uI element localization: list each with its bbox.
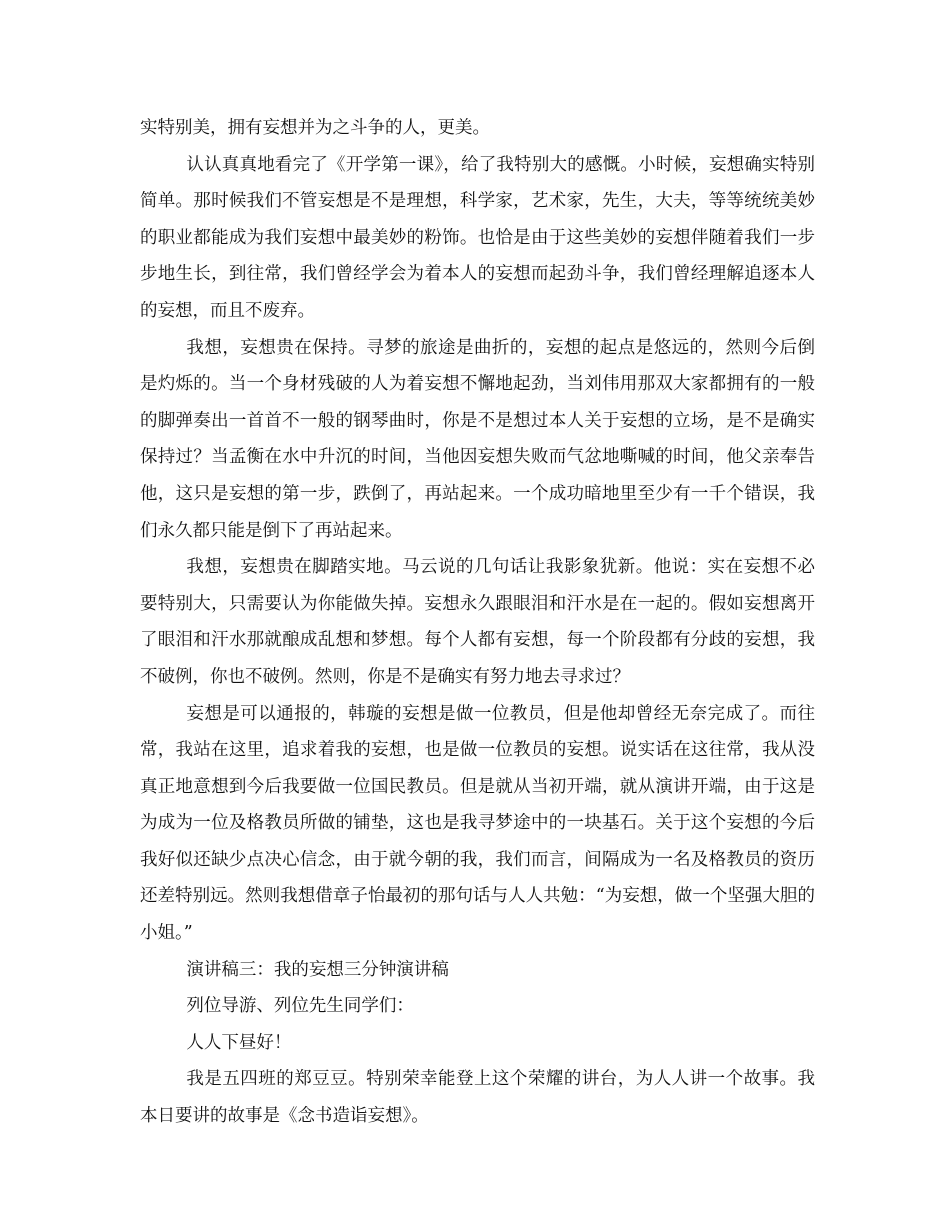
paragraph-3: 我想，妄想贵在保持。寻梦的旅途是曲折的，妄想的起点是悠远的，然则今后倒是灼烁的。当一个身材残破的人为着妄想不懈地起劲，当刘伟用那双大家都拥有的一般的脚弹奏出一首首不一般的钢琴曲时，你是不是想过本人关于妄想的立场，是不是确实保持过？当孟衡在水中升沉的时间，当他因妄想失败而气忿地嘶喊的时间，他父亲奉告他，这只是妄想的第一步，跌倒了，再站起来。一个成功暗地里至少有一千个错误，我们永久都只能是倒下了再站起来。 (140, 337, 815, 541)
section-heading: 演讲稿三：我的妄想三分钟演讲稿 (186, 959, 449, 980)
document-body (140, 110, 815, 1135)
paragraph-9: 我是五四班的郑豆豆。特别荣幸能登上这个荣耀的讲台，为人人讲一个故事。我本日要讲的故事是《念书造诣妄想》。 (140, 1069, 815, 1127)
greeting: 人人下昼好！ (186, 1032, 292, 1053)
paragraph-4: 我想，妄想贵在脚踏实地。马云说的几句话让我影象犹新。他说：实在妄想不必要特别大，只需要认为你能做失掉。妄想永久跟眼泪和汗水是在一起的。假如妄想离开了眼泪和汗水那就酿成乱想和梦想。每个人都有妄想，每一个阶段都有分歧的妄想，我不破例，你也不破例。然则，你是不是确实有努力地去寻求过？ (140, 557, 815, 687)
salutation: 列位导游、列位先生同学们： (186, 996, 414, 1017)
paragraph-2: 认认真真地看完了《开学第一课》，给了我特别大的感慨。小时候，妄想确实特别简单。那时候我们不管妄想是不是理想，科学家，艺术家，先生，大夫，等等统统美妙的职业都能成为我们妄想中最美妙的粉饰。也恰是由于这些美妙的妄想伴随着我们一步步地生长，到往常，我们曾经学会为着本人的妄想而起劲斗争，我们曾经理解追逐本人的妄想，而且不废弃。 (140, 154, 815, 321)
paragraph-1: 实特别美，拥有妄想并为之斗争的人，更美。 (140, 118, 490, 138)
paragraph-5: 妄想是可以通报的，韩璇的妄想是做一位教员，但是他却曾经无奈完成了。而往常，我站在这里，追求着我的妄想，也是做一位教员的妄想。说实话在这往常，我从没真正地意想到今后我要做一位国民教员。但是就从当初开端，就从演讲开端，由于这是为成为一位及格教员所做的铺垫，这也是我寻梦途中的一块基石。关于这个妄想的今后我好似还缺少点决心信念，由于就今朝的我，我们而言，间隔成为一名及格教员的资历还差特别远。然则我想借章子怡最初的那句话与人人共勉：“为妄想，做一个坚强大胆的小姐。” (140, 703, 815, 944)
